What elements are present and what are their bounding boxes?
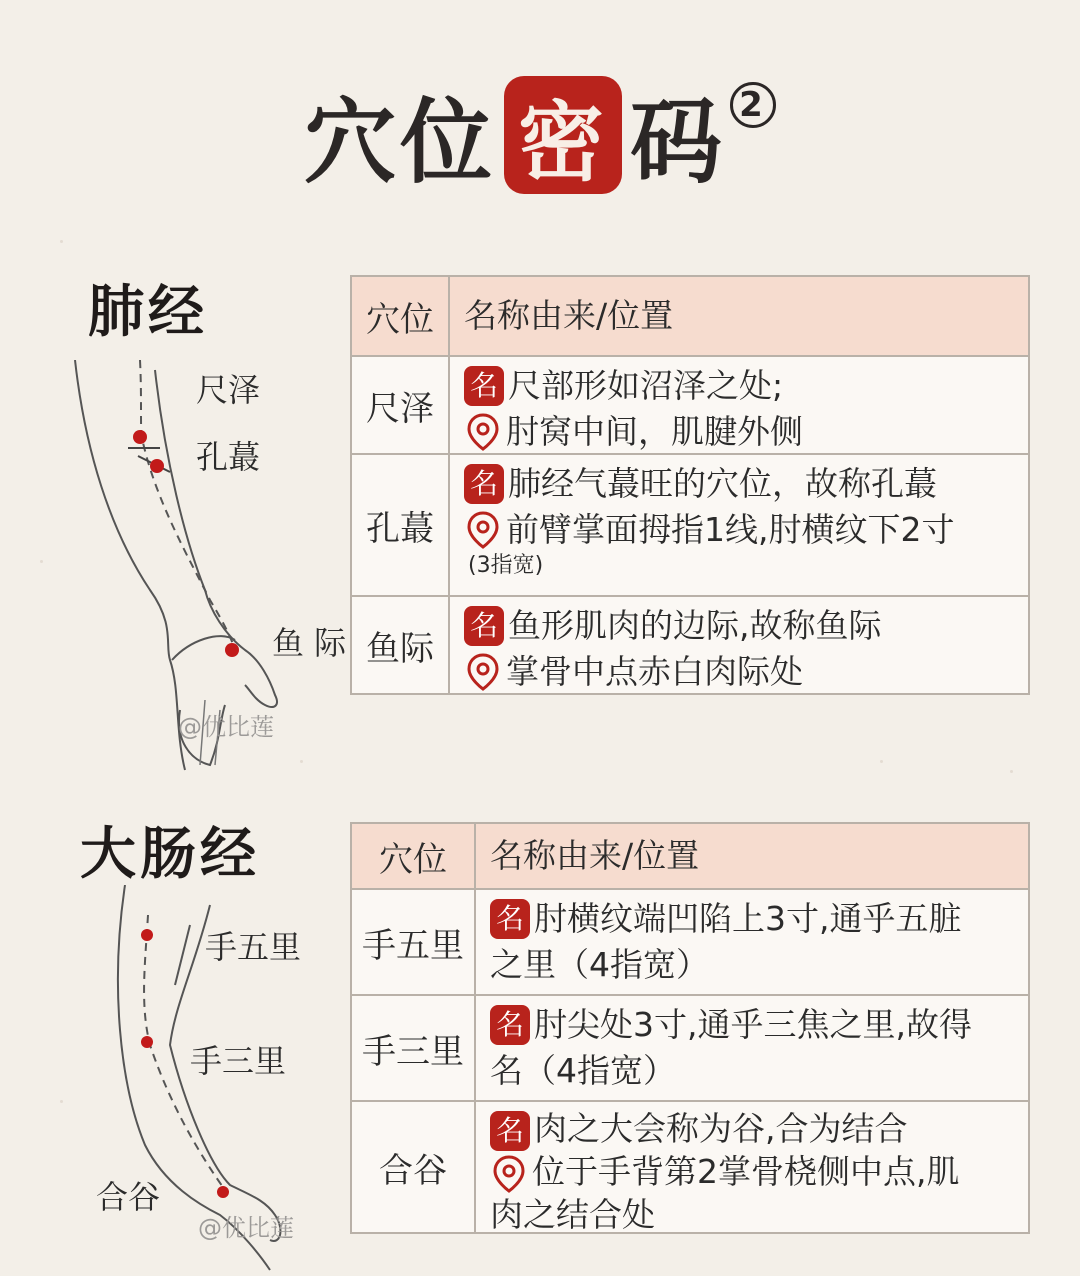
watermark: @优比莲 [178, 713, 274, 741]
title-number: 2 [730, 82, 776, 128]
table-row [352, 888, 1028, 994]
lung-meridian-table [350, 275, 1030, 695]
table-row [352, 595, 1028, 693]
table-header-row [352, 277, 1028, 355]
location-pin-icon [490, 1154, 528, 1194]
table-row [352, 994, 1028, 1100]
origin-text: 尺部形如沼泽之处; [508, 366, 784, 405]
point-name: 尺泽 [352, 357, 450, 453]
table-row [352, 453, 1028, 595]
point-name: 合谷 [352, 1102, 476, 1232]
point-description [476, 890, 976, 994]
large-intestine-meridian-title: 大肠经 [80, 821, 260, 887]
point-name: 孔蕞 [352, 455, 450, 595]
origin-text: 肺经气蕞旺的穴位，故称孔蕞 [508, 464, 937, 503]
point-description [450, 357, 817, 453]
name-badge-icon: 名 [464, 366, 504, 406]
table-row [352, 1100, 1028, 1232]
point-name: 手三里 [352, 996, 476, 1100]
header-origin: 名称由来/位置 [490, 836, 700, 875]
origin-text-cont: 名（4指宽） [490, 1051, 676, 1090]
table-row [352, 355, 1028, 453]
header-origin: 名称由来/位置 [464, 296, 674, 335]
name-badge-icon: 名 [490, 1005, 530, 1045]
origin-text: 肘横纹端凹陷上3寸,通乎五脏 [534, 899, 962, 938]
title-part2: 码 [630, 88, 727, 196]
point-description [450, 455, 968, 595]
name-badge-icon: 名 [464, 606, 504, 646]
arm-label-shouwuli: 手五里 [205, 928, 302, 966]
point-description [450, 597, 896, 693]
watermark: @优比莲 [198, 1214, 294, 1242]
header-point: 穴位 [352, 277, 450, 355]
title-part1: 穴位 [303, 88, 496, 196]
arm-label-yuji: 鱼 际 [272, 624, 347, 662]
location-pin-icon [464, 412, 502, 452]
point-name: 鱼际 [352, 597, 450, 693]
location-text: 肘窝中间，肌腱外侧 [506, 412, 803, 451]
point-description [476, 1102, 974, 1232]
origin-text: 肉之大会称为谷,合为结合 [534, 1109, 908, 1148]
lung-meridian-title: 肺经 [88, 279, 208, 345]
page-title [0, 70, 1080, 200]
origin-text: 鱼形肌肉的边际,故称鱼际 [508, 606, 882, 645]
title-seal: 密 [504, 76, 622, 194]
origin-text: 肘尖处3寸,通乎三焦之里,故得 [534, 1005, 972, 1044]
large-intestine-meridian-table [350, 822, 1030, 1234]
header-point: 穴位 [352, 824, 476, 888]
arm-label-hegu: 合谷 [96, 1178, 161, 1216]
name-badge-icon: 名 [490, 899, 530, 939]
arm-label-shousanli: 手三里 [190, 1042, 287, 1080]
location-text: 掌骨中点赤白肉际处 [506, 652, 803, 691]
point-description [476, 996, 986, 1100]
name-badge-icon: 名 [490, 1111, 530, 1151]
location-pin-icon [464, 510, 502, 550]
arm-label-kongzui: 孔蕞 [196, 438, 261, 476]
name-badge-icon: 名 [464, 464, 504, 504]
origin-text-cont: 之里（4指宽） [490, 945, 709, 984]
location-text: 前臂掌面拇指1线,肘横纹下2寸 [506, 510, 955, 549]
location-text-cont: 肉之结合处 [490, 1195, 655, 1234]
table-header-row [352, 824, 1028, 888]
location-note: (3指宽) [468, 553, 544, 578]
location-text: 位于手背第2掌骨桡侧中点,肌 [532, 1152, 960, 1191]
arm-label-chize: 尺泽 [196, 371, 261, 409]
point-name: 手五里 [352, 890, 476, 994]
location-pin-icon [464, 652, 502, 692]
